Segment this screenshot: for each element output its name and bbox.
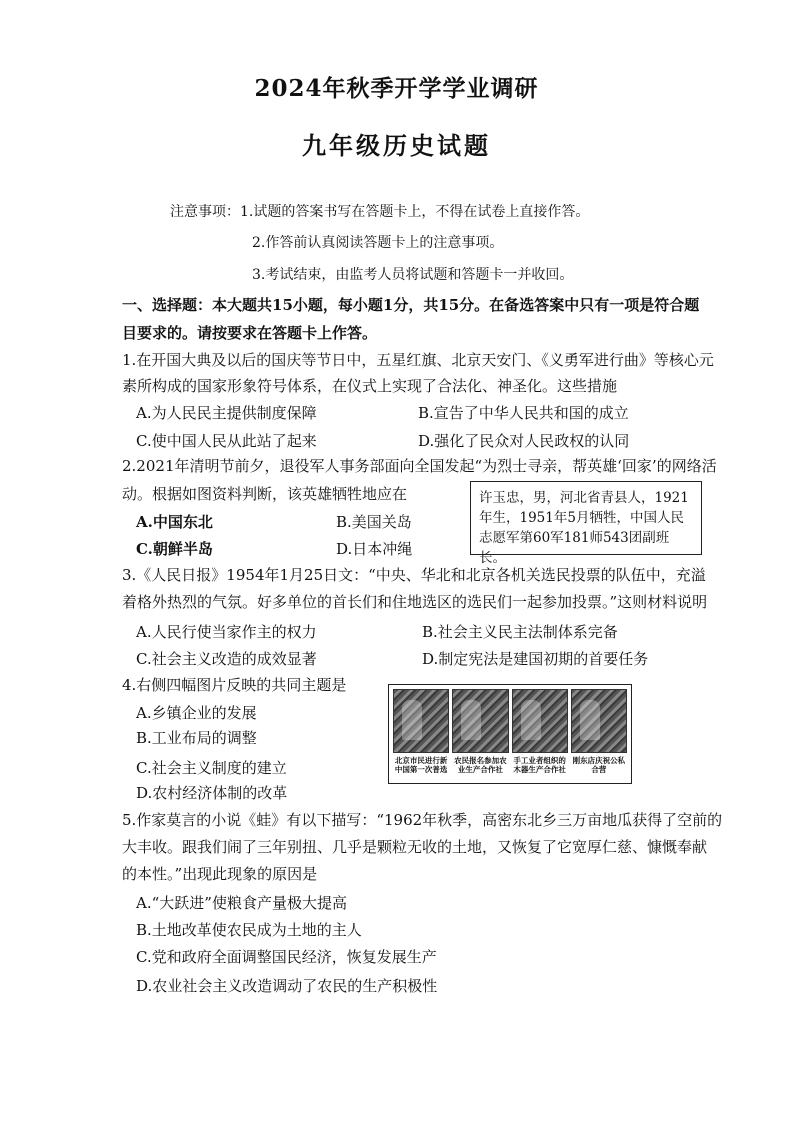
q2-option-c: C.朝鲜半岛 xyxy=(136,540,213,558)
q3-stem-line2: 着格外热烈的气氛。好多单位的首长们和住地选区的选民们一起参加投票。”这则材料说明 xyxy=(122,593,708,611)
q4-photo-caption: 刚东店庆祝公私合营 xyxy=(572,756,626,774)
q4-photo-4 xyxy=(571,689,627,779)
q3-stem-line1: 3.《人民日报》1954年1月25日文：“中央、华北和北京各机关选民投票的队伍中，充溢 xyxy=(122,566,706,584)
note-3: 3.考试结束，由监考人员将试题和答题卡一并收回。 xyxy=(252,267,574,283)
q1-option-a: A.为人民民主提供制度保障 xyxy=(136,404,317,422)
note-1: 注意事项：1.试题的答案书写在答题卡上，不得在试卷上直接作答。 xyxy=(170,204,590,220)
q2-option-d: D.日本冲绳 xyxy=(336,540,413,558)
joint-venture-celebration-photo xyxy=(571,689,627,753)
q1-option-b: B.宣告了中华人民共和国的成立 xyxy=(418,404,629,422)
q4-option-c: C.社会主义制度的建立 xyxy=(136,759,287,777)
q5-option-a: A.“大跃进”使粮食产量极大提高 xyxy=(136,894,347,912)
q2-option-a: A.中国东北 xyxy=(136,513,213,531)
q4-photo-1 xyxy=(393,689,449,779)
q2-info-box: 许玉忠，男，河北省青县人，1921年生，1951年5月牺牲，中国人民志愿军第60军181师543团副班长。 xyxy=(470,481,702,555)
cooperative-signup-photo xyxy=(452,689,508,753)
q1-stem-line1: 1.在开国大典及以后的国庆等节日中，五星红旗、北京天安门、《义勇军进行曲》等核心元 xyxy=(122,351,714,369)
q3-option-c: C.社会主义改造的成效显著 xyxy=(136,650,317,668)
q5-option-d: D.农业社会主义改造调动了农民的生产积极性 xyxy=(136,977,438,995)
section-heading-line1: 一、选择题：本大题共15小题，每小题1分，共15分。在备选答案中只有一项是符合题 xyxy=(122,296,700,314)
q4-option-d: D.农村经济体制的改革 xyxy=(136,784,288,802)
q1-option-c: C.使中国人民从此站了起来 xyxy=(136,432,317,450)
q4-option-b: B.工业布局的调整 xyxy=(136,729,257,747)
q4-photo-strip xyxy=(388,684,632,784)
handicraft-cooperative-photo xyxy=(512,689,568,753)
q1-option-d: D.强化了民众对人民政权的认同 xyxy=(418,432,630,450)
q4-stem: 4.右侧四幅图片反映的共同主题是 xyxy=(122,676,347,694)
q4-photo-3 xyxy=(512,689,568,779)
q3-option-b: B.社会主义民主法制体系完备 xyxy=(422,623,618,641)
note-2: 2.作答前认真阅读答题卡上的注意事项。 xyxy=(252,235,504,251)
q5-stem-line2: 大丰收。跟我们闹了三年别扭、几乎是颗粒无收的土地，又恢复了它宽厚仁慈、慷慨奉献 xyxy=(122,838,708,856)
election-photo xyxy=(393,689,449,753)
q5-option-b: B.土地改革使农民成为土地的主人 xyxy=(136,921,362,939)
section-heading-line2: 目要求的。请按要求在答题卡上作答。 xyxy=(122,324,378,342)
q4-photo-caption: 农民报名参加农业生产合作社 xyxy=(454,756,507,774)
q2-stem-line2: 动。根据如图资料判断，该英雄牺牲地应在 xyxy=(122,485,408,503)
q4-photo-caption: 手工业者组织的木器生产合作社 xyxy=(513,756,566,774)
q4-photo-2 xyxy=(452,689,508,779)
q5-stem-line3: 的本性。”出现此现象的原因是 xyxy=(122,865,318,883)
q3-option-d: D.制定宪法是建国初期的首要任务 xyxy=(422,650,649,668)
q5-option-c: C.党和政府全面调整国民经济，恢复发展生产 xyxy=(136,948,437,966)
q1-stem-line2: 素所构成的国家形象符号体系，在仪式上实现了合法化、神圣化。这些措施 xyxy=(122,377,618,395)
q4-option-a: A.乡镇企业的发展 xyxy=(136,704,257,722)
q2-stem-line1: 2.2021年清明节前夕，退役军人事务部面向全国发起“为烈士寻亲，帮英雄‘回家’的网络活 xyxy=(122,457,717,475)
q5-stem-line1: 5.作家莫言的小说《蛙》有以下描写：“1962年秋季，高密东北乡三万亩地瓜获得了空前的 xyxy=(122,811,723,829)
exam-subtitle: 九年级历史试题 xyxy=(302,131,491,160)
q4-photo-caption: 北京市民进行新中国第一次普选 xyxy=(394,756,448,774)
q2-option-b: B.美国关岛 xyxy=(336,513,412,531)
exam-title: 2024年秋季开学学业调研 xyxy=(254,75,539,102)
q3-option-a: A.人民行使当家作主的权力 xyxy=(136,623,317,641)
